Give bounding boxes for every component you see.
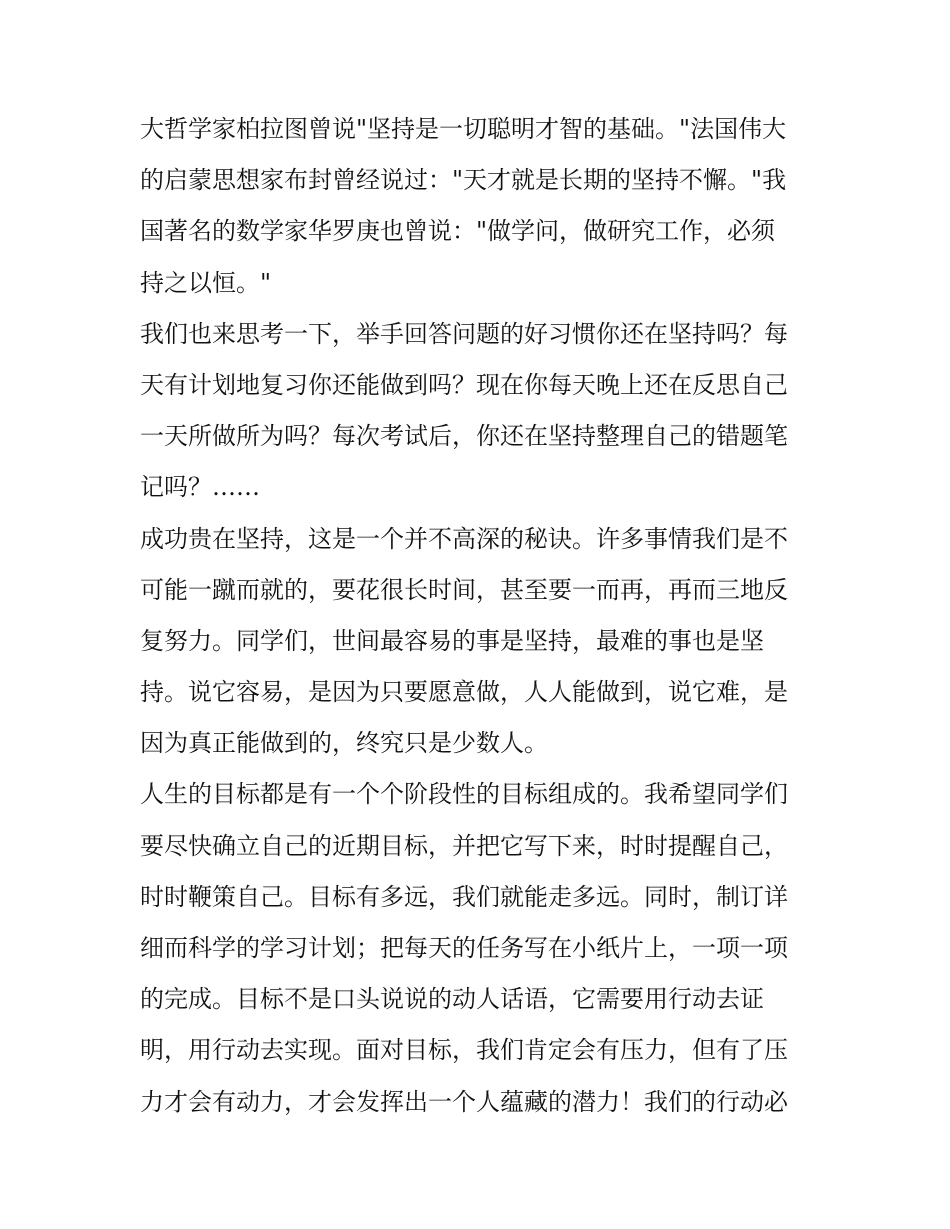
text-line: 的启蒙思想家布封曾经说过："天才就是长期的坚持不懈。"我 (140, 166, 787, 195)
text-line: 明，用行动去实现。面对目标，我们肯定会有压力，但有了压 (140, 1036, 788, 1065)
text-line: 持。说它容易，是因为只要愿意做，人人能做到，说它难，是 (140, 678, 788, 707)
body-text (140, 104, 820, 1128)
paragraph-reflection (140, 309, 820, 514)
text-line: 天有计划地复习你还能做到吗？现在你每天晚上还在反思自己 (140, 370, 788, 399)
paragraph-goals (140, 769, 820, 1127)
text-line: 时时鞭策自己。目标有多远，我们就能走多远。同时，制订详 (140, 882, 788, 911)
text-line: 人生的目标都是有一个个阶段性的目标组成的。我希望同学们 (140, 780, 788, 809)
paragraph-persistence (140, 514, 820, 770)
text-line: 成功贵在坚持，这是一个并不高深的秘诀。许多事情我们是不 (140, 524, 788, 553)
text-line: 国著名的数学家华罗庚也曾说："做学问，做研究工作，必须 (140, 217, 776, 246)
text-line: 力才会有动力，才会发挥出一个人蕴藏的潜力！我们的行动必 (140, 1087, 788, 1116)
text-line: 因为真正能做到的，终究只是少数人。 (140, 729, 548, 758)
text-line: 细而科学的学习计划；把每天的任务写在小纸片上，一项一项 (140, 934, 788, 962)
paragraph-quotes (140, 104, 820, 309)
text-line: 记吗？…… (140, 473, 260, 502)
text-line: 要尽快确立自己的近期目标，并把它写下来，时时提醒自己， (140, 831, 788, 860)
text-line: 持之以恒。" (140, 268, 272, 297)
text-line: 复努力。同学们，世间最容易的事是坚持，最难的事也是坚 (140, 626, 764, 655)
text-line: 我们也来思考一下，举手回答问题的好习惯你还在坚持吗？每 (140, 319, 788, 348)
text-line: 一天所做所为吗？每次考试后，你还在坚持整理自己的错题笔 (140, 422, 788, 451)
text-line: 可能一蹴而就的，要花很长时间，甚至要一而再，再而三地反 (140, 575, 788, 604)
text-line: 的完成。目标不是口头说说的动人话语，它需要用行动去证 (140, 985, 764, 1014)
text-line: 大哲学家柏拉图曾说"坚持是一切聪明才智的基础。"法国伟大 (140, 115, 787, 143)
